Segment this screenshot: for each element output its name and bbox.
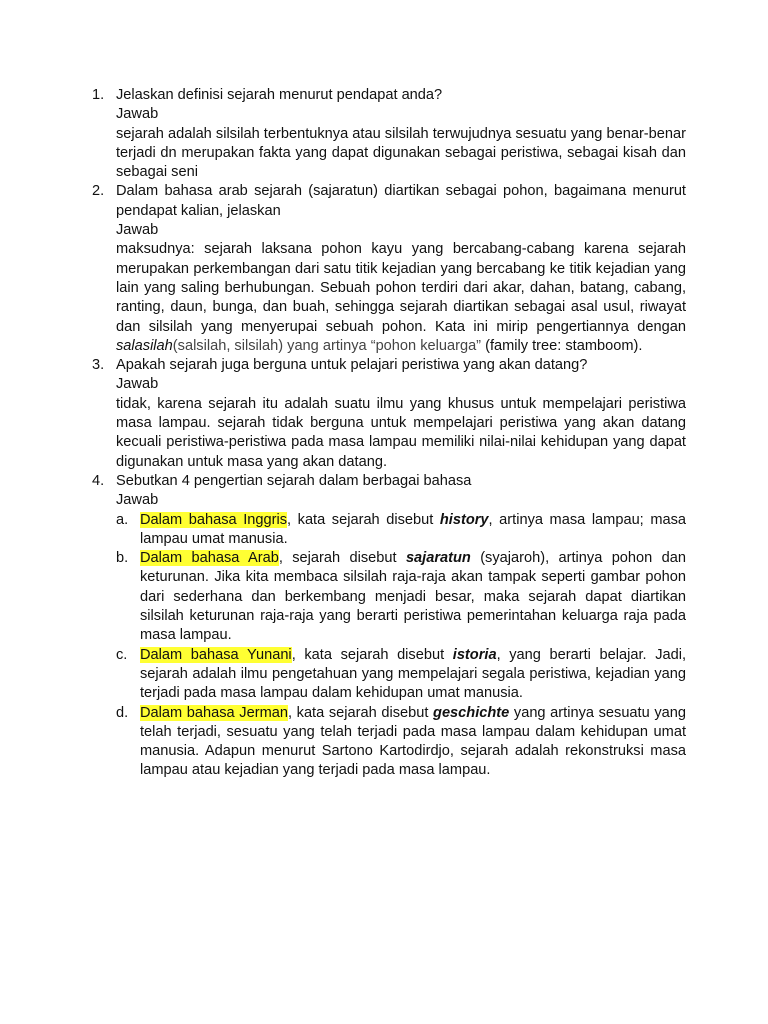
answer-text-part3: (family tree: stamboom).: [481, 337, 643, 354]
answer-text: sejarah adalah silsilah terbentuknya atau silsilah terwujudnya sesuatu yang benar-benar terjadi dn merupakan fakta yang dapat digunakan sebagai peristiwa, sebagai kisah dan sebagai seni: [116, 125, 686, 181]
highlighted-phrase: Dalam bahasa Arab: [140, 550, 279, 567]
answer-label: Jawab: [116, 222, 159, 239]
answer-label: Jawab: [116, 492, 159, 509]
sub-item-post: , artinya masa lampau; masa lampau umat manusia.: [140, 511, 687, 547]
question-3: [0, 356, 768, 472]
document-page: [0, 86, 768, 781]
keyword-term: geschichte: [433, 704, 510, 721]
question-number: 1.: [92, 87, 105, 103]
keyword-term: history: [439, 511, 489, 528]
keyword-term: sajaratun: [405, 550, 471, 567]
highlighted-phrase: Dalam bahasa Jerman: [140, 704, 288, 721]
sub-item-c: [116, 646, 686, 704]
question-4: [0, 472, 768, 781]
question-text: Dalam bahasa arab sejarah (sajaratun) diartikan sebagai pohon, bagaimana menurut pendapat kalian, jelaskan: [116, 183, 686, 219]
sub-item-mark: a.: [116, 511, 129, 528]
sub-item-mark: b.: [116, 550, 129, 567]
sub-item-d: [116, 704, 686, 781]
answer-text: [116, 240, 686, 356]
answer-text-part2: (salsilah, silsilah) yang artinya “pohon keluarga”: [172, 337, 482, 354]
question-1: [0, 86, 768, 182]
sub-item-b: [116, 549, 686, 645]
question-number: 3.: [92, 357, 105, 374]
question-text: Sebutkan 4 pengertian sejarah dalam berbagai bahasa: [116, 472, 472, 489]
sub-item-mark: d.: [116, 704, 129, 721]
answer-label: Jawab: [116, 106, 159, 123]
sub-item-text: [140, 549, 686, 645]
question-text: Jelaskan definisi sejarah menurut pendapat anda?: [116, 87, 443, 103]
question-number: 4.: [92, 472, 105, 489]
question-text: Apakah sejarah juga berguna untuk pelajari peristiwa yang akan datang?: [116, 357, 588, 374]
sub-item-mark: c.: [116, 646, 128, 663]
sub-item-post: , yang berarti belajar. Jadi, sejarah adalah ilmu pengetahuan yang mempelajari segala peristiwa, kejadian yang terjadi pada masa lampau dalam kehidupan umat manusia.: [140, 646, 687, 702]
sub-item-pre: , kata sejarah disebut: [287, 704, 434, 721]
sub-item-text: [140, 511, 686, 550]
question-number: 2.: [92, 183, 105, 200]
sub-item-pre: , kata sejarah disebut: [291, 646, 453, 663]
answer-text-part1: maksudnya: sejarah laksana pohon kayu yang bercabang-cabang karena sejarah merupakan perkembangan dari satu titik kejadian yang bercabang ke titik kejadian yang lain yang saling berhubungan. Sebuah pohon terdiri dari akar, dahan, batang, cabang, ranting, daun, bunga, dan buah, sehingga sejarah diartikan sebagai asal usul, riwayat dan silsilah yang menyerupai sebuah pohon. Kata ini mirip pengertiannya dengan: [116, 241, 686, 335]
answer-text: tidak, karena sejarah itu adalah suatu ilmu yang khusus untuk mempelajari peristiwa masa lampau. sejarah tidak berguna untuk mempelajari peristiwa yang akan datang kecuali peristiwa-peristiwa pada masa lampau memiliki nilai-nilai kehidupan yang dapat digunakan untuk masa yang akan datang.: [116, 395, 686, 470]
sub-item-text: [140, 704, 686, 781]
sub-item-pre: , kata sejarah disebut: [287, 511, 440, 528]
sub-item-post: yang artinya sesuatu yang telah terjadi, sesuatu yang telah terjadi pada masa lampau dalam kehidupan umat manusia. Adapun menurut Sartono Kartodirdjo, sejarah adalah rekonstruksi masa lampau atau kejadian yang terjadi pada masa lampau.: [140, 704, 686, 779]
sub-item-post: (syajaroh), artinya pohon dan keturunan. Jika kita membaca silsilah raja-raja akan tampak seperti gambar pohon dari sederhana dan berkembang menjadi besar, maka sejarah dapat diartikan silsilah keturunan raja-raja yang berarti peristiwa pemerintahan keluarga raja pada masa lampau.: [140, 550, 686, 644]
question-2: [0, 182, 768, 356]
sub-item-a: [116, 511, 686, 550]
sub-item-text: [140, 646, 686, 704]
answer-label: Jawab: [116, 376, 159, 393]
highlighted-phrase: Dalam bahasa Inggris: [140, 511, 288, 528]
keyword-term: istoria: [452, 646, 497, 663]
sub-item-pre: , sejarah disebut: [278, 550, 406, 567]
highlighted-phrase: Dalam bahasa Yunani: [140, 646, 292, 663]
answer-italic-term: salasilah: [116, 337, 173, 354]
